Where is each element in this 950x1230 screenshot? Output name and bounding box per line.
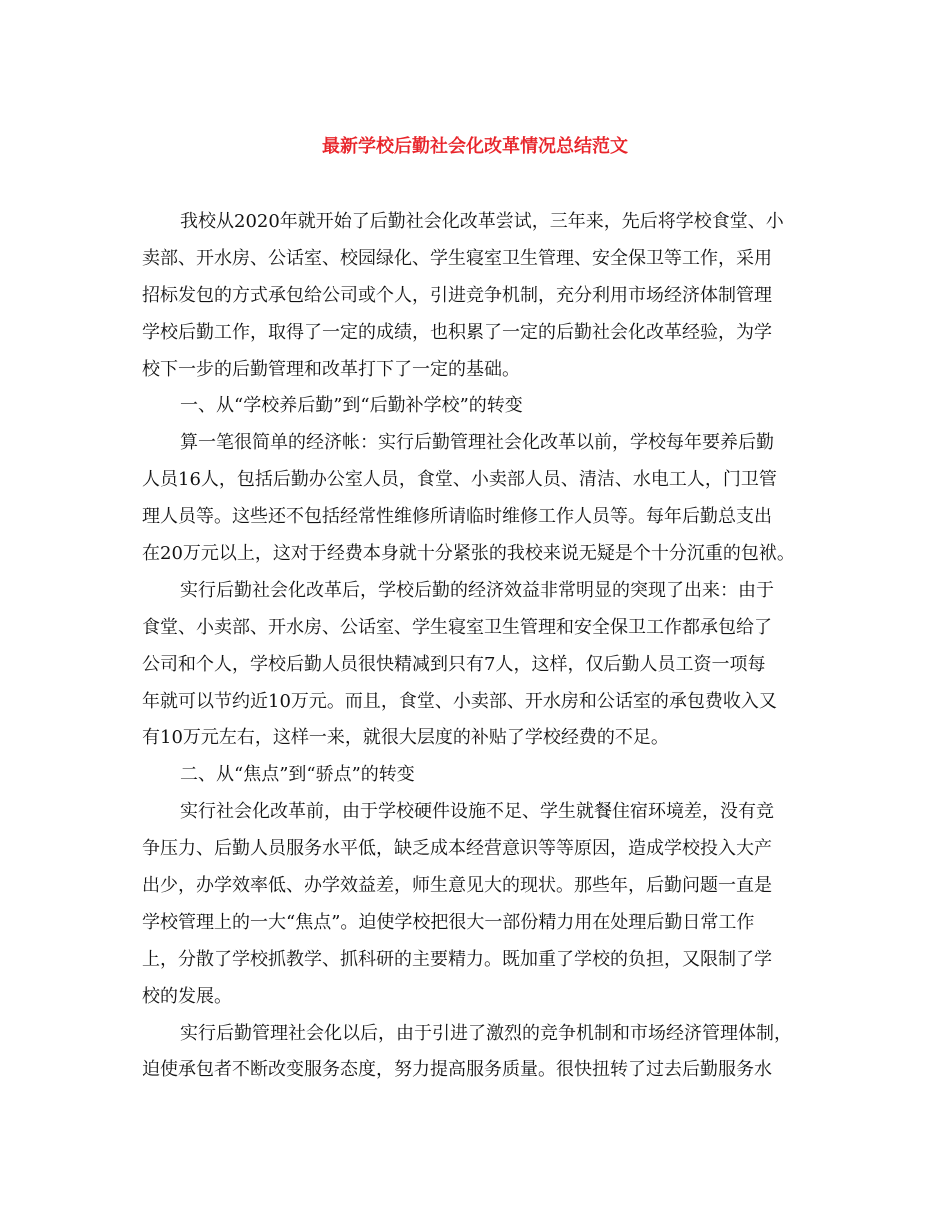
text-line: 公司和个人，学校后勤人员很快精减到只有7人，这样，仅后勤人员工资一项每 — [142, 653, 766, 675]
text-line: 年就可以节约近10万元。而且，食堂、小卖部、开水房和公话室的承包费收入又 — [142, 690, 777, 712]
text-line: 卖部、开水房、公话室、校园绿化、学生寝室卫生管理、安全保卫等工作，采用 — [142, 247, 772, 269]
text-line: 实行社会化改革前，由于学校硬件设施不足、学生就餐住宿环境差，没有竞 — [180, 801, 774, 823]
text-line: 理人员等。这些还不包括经常性维修所请临时维修工作人员等。每年后勤总支出 — [142, 506, 772, 528]
text-line: 在20万元以上，这对于经费本身就十分紧张的我校来说无疑是个十分沉重的包袱。 — [142, 543, 795, 565]
document-title: 最新学校后勤社会化改革情况总结范文 — [322, 136, 628, 157]
text-line: 实行后勤管理社会化以后，由于引进了激烈的竞争机制和市场经济管理体制， — [180, 1022, 792, 1044]
text-line: 有10万元左右，这样一来，就很大层度的补贴了学校经费的不足。 — [142, 727, 669, 749]
text-line: 二、从“焦点”到“骄点”的转变 — [180, 764, 415, 786]
text-line: 人员16人，包括后勤办公室人员，食堂、小卖部人员、清洁、水电工人，门卫管 — [142, 469, 777, 491]
text-line: 一、从“学校养后勤”到“后勤补学校”的转变 — [180, 395, 523, 417]
text-line: 食堂、小卖部、开水房、公话室、学生寝室卫生管理和安全保卫工作都承包给了 — [142, 616, 772, 638]
text-line: 上，分散了学校抓教学、抓科研的主要精力。既加重了学校的负担，又限制了学 — [142, 948, 772, 970]
text-line: 学校后勤工作，取得了一定的成绩，也积累了一定的后勤社会化改革经验，为学 — [142, 321, 772, 343]
text-line: 实行后勤社会化改革后，学校后勤的经济效益非常明显的突现了出来：由于 — [180, 579, 774, 601]
document-body — [142, 204, 804, 1089]
text-line: 我校从2020年就开始了后勤社会化改革尝试，三年来，先后将学校食堂、小 — [180, 211, 784, 232]
text-line: 校的发展。 — [142, 985, 232, 1007]
text-line: 招标发包的方式承包给公司或个人，引进竞争机制，充分利用市场经济体制管理 — [142, 284, 772, 306]
text-line: 争压力、后勤人员服务水平低，缺乏成本经营意识等等原因，造成学校投入大产 — [142, 838, 772, 860]
text-line: 出少，办学效率低、办学效益差，师生意见大的现状。那些年，后勤问题一直是 — [142, 875, 772, 897]
text-line: 算一笔很简单的经济帐：实行后勤管理社会化改革以前，学校每年要养后勤 — [180, 432, 774, 454]
text-line: 迫使承包者不断改变服务态度，努力提高服务质量。很快扭转了过去后勤服务水 — [142, 1059, 772, 1081]
text-line: 校下一步的后勤管理和改革打下了一定的基础。 — [142, 358, 520, 380]
text-line: 学校管理上的一大“焦点”。迫使学校把很大一部份精力用在处理后勤日常工作 — [142, 911, 755, 933]
